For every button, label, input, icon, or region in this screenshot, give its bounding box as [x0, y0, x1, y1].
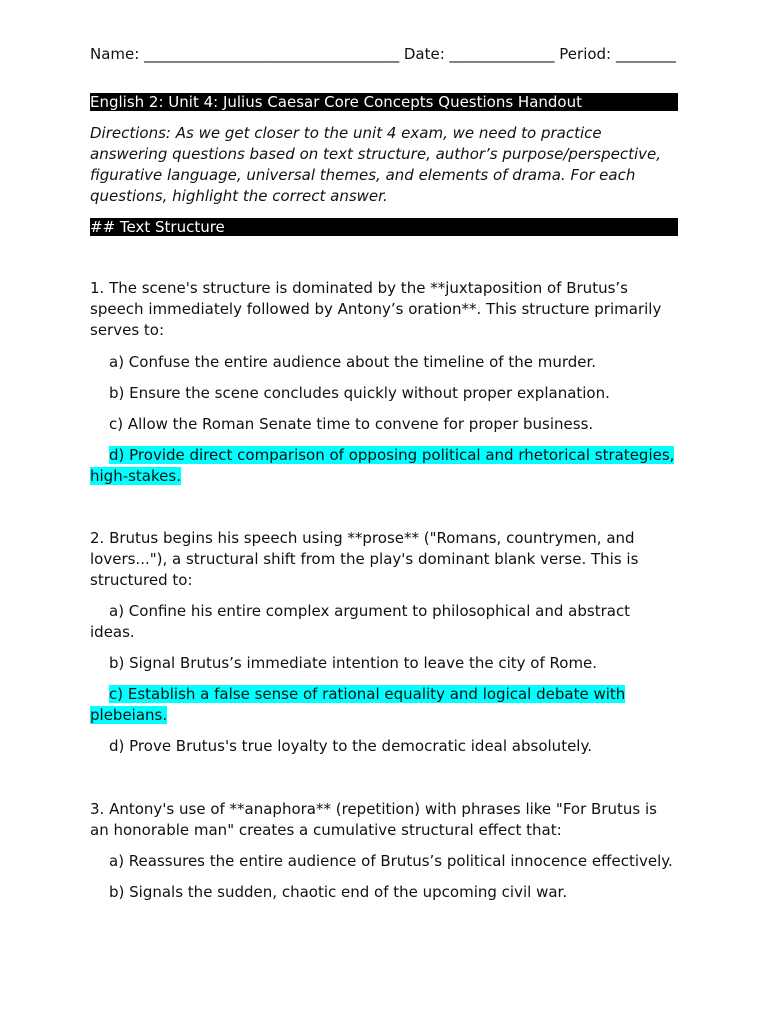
highlighted-answer: d) Provide direct comparison of opposing political and rhetorical strategies, high-stakes.	[90, 446, 675, 485]
question-1-option-d-highlighted	[90, 445, 678, 487]
option-text: c) Allow the Roman Senate time to convene for proper business.	[109, 415, 594, 433]
question-1-option-b	[90, 383, 678, 404]
option-text: d) Prove Brutus's true loyalty to the democratic ideal absolutely.	[109, 737, 592, 755]
question-1-stem: 1. The scene's structure is dominated by the **juxtaposition of Brutus’s speech immediately followed by Antony’s oration**. This structure primarily serves to:	[90, 279, 662, 339]
option-text: b) Signals the sudden, chaotic end of the upcoming civil war.	[109, 883, 568, 901]
section-heading-text-structure: ## Text Structure	[90, 218, 678, 236]
option-text: b) Ensure the scene concludes quickly without proper explanation.	[109, 384, 610, 402]
option-text: a) Confine his entire complex argument to philosophical and abstract ideas.	[90, 602, 631, 641]
question-1-option-c	[90, 414, 678, 435]
question-3-option-b	[90, 882, 678, 903]
option-text: b) Signal Brutus’s immediate intention to leave the city of Rome.	[109, 654, 598, 672]
highlighted-answer: c) Establish a false sense of rational equality and logical debate with plebeians.	[90, 685, 626, 724]
handout-title: English 2: Unit 4: Julius Caesar Core Concepts Questions Handout	[90, 93, 678, 111]
question-2-option-c-highlighted	[90, 684, 678, 726]
question-3-option-a	[90, 851, 678, 872]
name-date-period-line: Name: __________________________________ Date: ______________ Period: ________	[90, 45, 676, 63]
option-text: a) Confuse the entire audience about the timeline of the murder.	[109, 353, 597, 371]
question-2-option-a	[90, 601, 678, 643]
question-2-stem: 2. Brutus begins his speech using **prose** ("Romans, countrymen, and lovers..."), a structural shift from the play's dominant blank verse. This is structured to:	[90, 529, 639, 589]
question-2-option-b	[90, 653, 678, 674]
question-1-option-a	[90, 352, 678, 373]
question-2-option-d	[90, 736, 678, 757]
question-3-stem: 3. Antony's use of **anaphora** (repetition) with phrases like "For Brutus is an honorable man" creates a cumulative structural effect that:	[90, 800, 657, 839]
directions-text: Directions: As we get closer to the unit 4 exam, we need to practice answering questions based on text structure, author’s purpose/perspective, figurative language, universal themes, and elements of drama. For each questions, highlight the correct answer.	[90, 124, 662, 205]
option-text: a) Reassures the entire audience of Brutus’s political innocence effectively.	[109, 852, 673, 870]
